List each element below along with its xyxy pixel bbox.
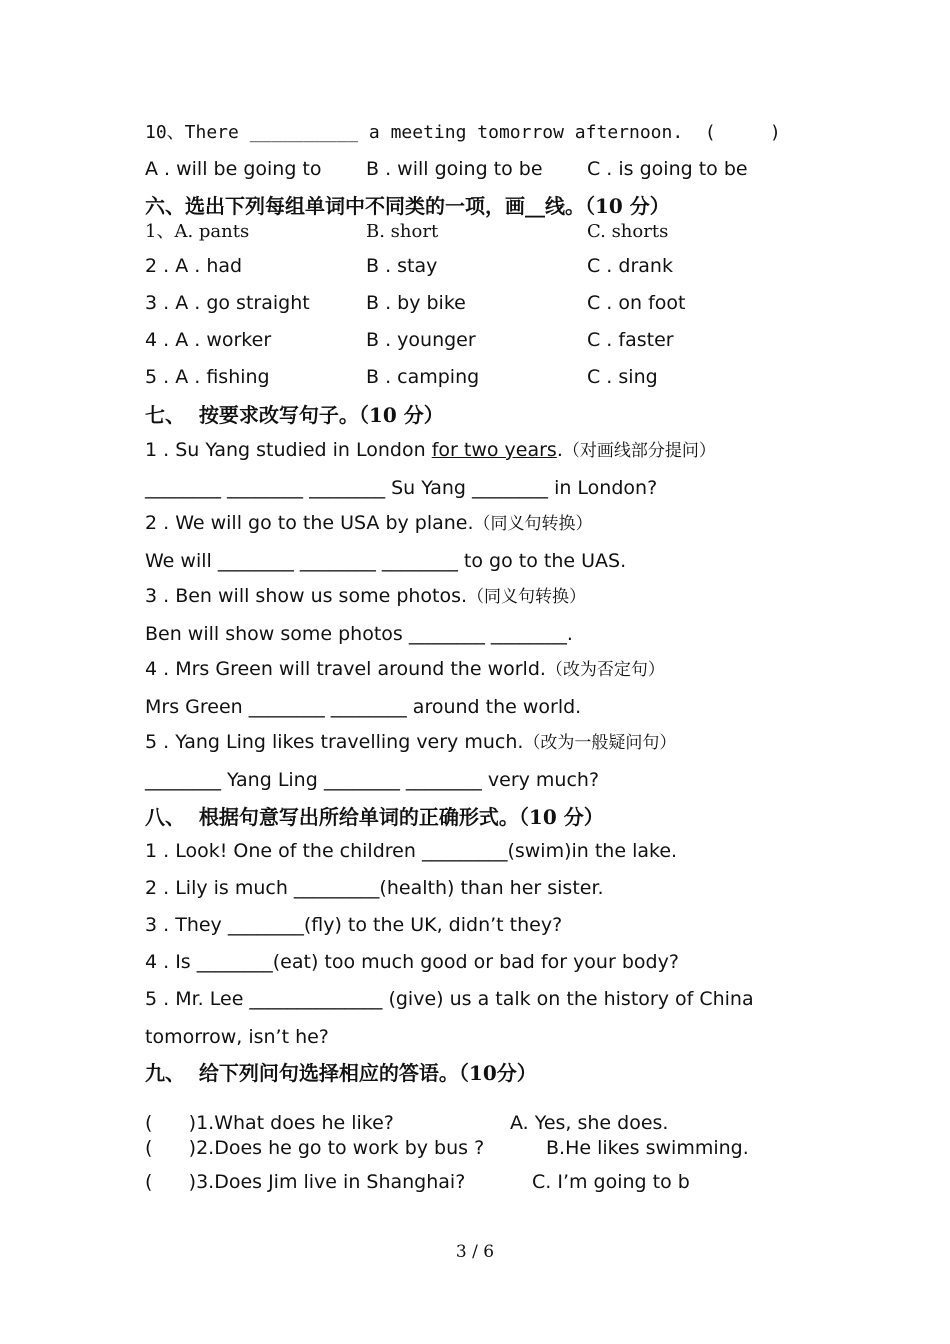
s7-q1-text: 1 . Su Yang studied in London [145, 439, 432, 461]
s7-question-1 [145, 438, 716, 463]
s7-q1-underlined: for two years [431, 439, 557, 461]
s7-q1-note: （对画线部分提问） [562, 441, 716, 461]
s6-row4-b: B . younger [366, 329, 476, 351]
s7-q4-note: （改为否定句） [545, 660, 665, 680]
s8-item-2: 2 . Lily is much _________(health) than her sister. [145, 877, 604, 899]
s6-row5-a: 5 . A . fishing [145, 366, 270, 388]
s6-row1-b: B. short [366, 221, 439, 242]
s7-answer-2: We will ________ ________ ________ to go to the UAS. [145, 550, 627, 572]
s7-q1-end: . [556, 439, 563, 461]
q10-option-a: A . will be going to [145, 158, 322, 180]
s6-row4-a: 4 . A . worker [145, 329, 272, 351]
page-number: 3 / 6 [455, 1242, 495, 1262]
s7-answer-5: ________ Yang Ling ________ ________ very much? [145, 769, 600, 791]
section-7-title: 七、 按要求改写句子。（10 分） [145, 403, 444, 427]
s9-question-3: ( )3.Does Jim live in Shanghai? [145, 1171, 466, 1193]
s7-q4-text: 4 . Mrs Green will travel around the world. [145, 658, 546, 680]
s7-question-3 [145, 584, 586, 609]
s6-row3-b: B . by bike [366, 292, 466, 314]
s6-row2-b: B . stay [366, 255, 438, 277]
s7-q2-note: （同义句转换） [473, 514, 593, 534]
s6-row3-c: C . on foot [587, 292, 686, 314]
s7-q3-note: （同义句转换） [467, 587, 587, 607]
s7-answer-4: Mrs Green ________ ________ around the world. [145, 696, 582, 718]
s7-q2-text: 2 . We will go to the USA by plane. [145, 512, 474, 534]
s7-question-4 [145, 657, 665, 682]
s8-item-1: 1 . Look! One of the children _________(swim)in the lake. [145, 840, 678, 862]
s7-question-2 [145, 511, 593, 536]
s7-q5-note: （改为一般疑问句） [523, 733, 677, 753]
s8-item-3: 3 . They ________(fly) to the UK, didn’t they? [145, 914, 563, 936]
s9-answer-c: C. I’m going to b [532, 1171, 690, 1193]
s8-item-5-continued: tomorrow, isn’t he? [145, 1026, 329, 1048]
q10-option-c: C . is going to be [587, 158, 748, 180]
s9-answer-a: A. Yes, she does. [510, 1112, 669, 1134]
s6-row5-b: B . camping [366, 366, 480, 388]
s9-question-1: ( )1.What does he like? [145, 1112, 394, 1134]
s6-row2-a: 2 . A . had [145, 255, 243, 277]
s8-item-5: 5 . Mr. Lee ______________ (give) us a talk on the history of China [145, 988, 754, 1010]
s9-question-2: ( )2.Does he go to work by bus ? [145, 1137, 485, 1159]
s7-answer-3: Ben will show some photos ________ ________. [145, 623, 573, 645]
s6-row4-c: C . faster [587, 329, 674, 351]
s7-q5-text: 5 . Yang Ling likes travelling very much. [145, 731, 524, 753]
section-8-title: 八、 根据句意写出所给单词的正确形式。（10 分） [145, 805, 604, 829]
s7-answer-1: ________ ________ ________ Su Yang ________ in London? [145, 477, 658, 499]
question-10: 10、There __________ a meeting tomorrow afternoon. ( ) [145, 122, 781, 143]
section-9-title: 九、 给下列问句选择相应的答语。（10分） [145, 1061, 537, 1085]
s7-q3-text: 3 . Ben will show us some photos. [145, 585, 468, 607]
s9-answer-b: B.He likes swimming. [546, 1137, 749, 1159]
s6-row5-c: C . sing [587, 366, 658, 388]
s6-row1-c: C. shorts [587, 221, 669, 242]
s6-row1-a: 1、A. pants [145, 221, 250, 242]
s6-row2-c: C . drank [587, 255, 673, 277]
s8-item-4: 4 . Is ________(eat) too much good or bad for your body? [145, 951, 679, 973]
section-6-title: 六、选出下列每组单词中不同类的一项，画__线。（10 分） [145, 194, 670, 218]
s7-question-5 [145, 730, 676, 755]
q10-option-b: B . will going to be [366, 158, 543, 180]
s6-row3-a: 3 . A . go straight [145, 292, 310, 314]
